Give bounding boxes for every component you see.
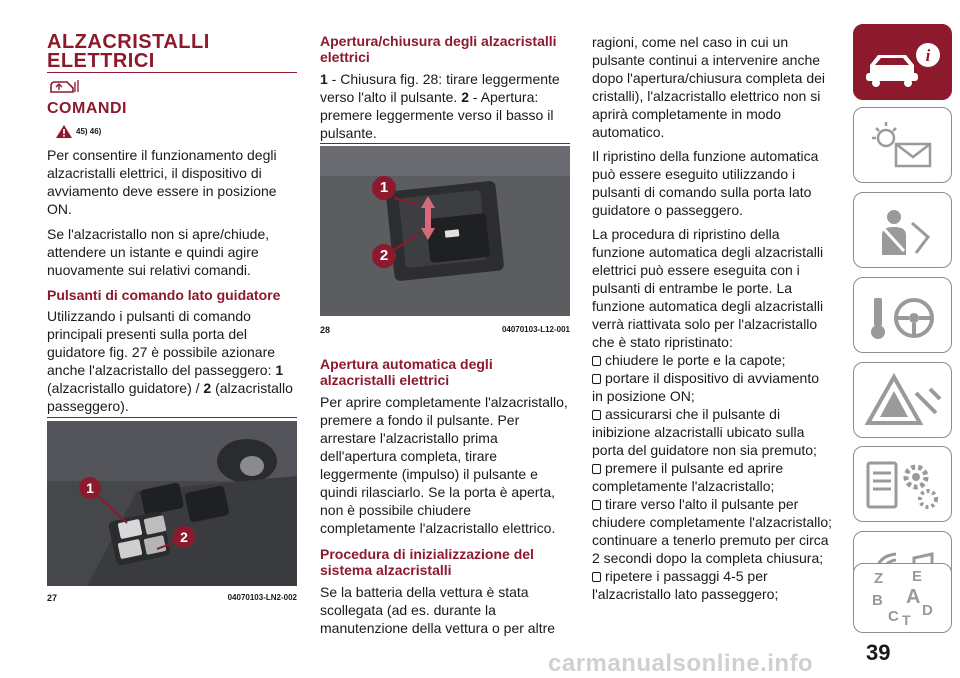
index-letter: B xyxy=(872,592,883,609)
page-number: 39 xyxy=(866,640,891,665)
list-item: ripetere i passaggi 4-5 per l'alzacristallo lato passeggero; xyxy=(592,568,779,602)
checkbox-bullet-icon xyxy=(592,500,601,510)
paragraph: ragioni, come nel caso in cui un pulsante continui a intervenire anche dopo l'apertura/chiusura completa dei cristalli), l'alzacristallo elettrico non si aprirà completamente in modo automatico. xyxy=(592,34,826,140)
figure-27 xyxy=(47,421,297,606)
figure-top-rule xyxy=(47,417,297,418)
tab-starting-driving[interactable] xyxy=(853,277,952,353)
section-title: ALZACRISTALLI ELETTRICI xyxy=(47,31,210,72)
checkbox-bullet-icon xyxy=(592,374,601,384)
figure-top-rule xyxy=(320,143,570,144)
car-info-icon xyxy=(854,25,953,101)
heading: Apertura/chiusura degli alzacristalli elettrici xyxy=(320,33,557,65)
callout-lines xyxy=(47,421,297,586)
figure-code: 04070103-LN2-002 xyxy=(227,593,297,602)
figure-28 xyxy=(320,146,570,338)
index-letter: E xyxy=(912,568,923,585)
svg-text:i: i xyxy=(925,46,931,65)
checkbox-bullet-icon xyxy=(592,572,601,582)
paragraph: Per consentire il funzionamento degli alzacristalli elettrici, il dispositivo di avviamento deve essere in posizione ON. xyxy=(47,147,277,217)
step-list xyxy=(592,351,832,603)
figure-number: 27 xyxy=(47,593,58,603)
gears-icon xyxy=(854,447,953,523)
index-letter: A xyxy=(906,586,921,608)
checkbox-bullet-icon xyxy=(592,356,601,366)
list-item: premere il pulsante ed aprire completamente l'alzacristallo; xyxy=(592,460,784,494)
paragraph: Il ripristino della funzione automatica può essere eseguito utilizzando i pulsanti di comando sulla porta lato guidatore o passeggero. xyxy=(592,148,819,218)
tab-vehicle-info[interactable] xyxy=(853,24,952,100)
heading: Pulsanti di comando lato guidatore xyxy=(47,287,281,303)
window-button-photo xyxy=(320,146,570,316)
paragraph: Se la batteria della vettura è stata scollegata (ad es. durante la manutenzione della vettura o per altre xyxy=(320,584,556,636)
watermark: carmanualsonline.info xyxy=(548,650,814,677)
list-item: chiudere le porte e la capote; xyxy=(592,351,832,369)
tab-warning-lights[interactable] xyxy=(853,107,952,183)
window-symbol-icon xyxy=(47,78,81,99)
figure-number: 28 xyxy=(320,325,331,335)
index-letter: T xyxy=(902,612,911,628)
tab-maintenance[interactable] xyxy=(853,446,952,522)
paragraph: 1 - Chiusura fig. 28: tirare leggermente verso l'alto il pulsante. 2 - Apertura: premere leggermente verso il basso il pulsante. xyxy=(320,71,560,141)
callout-2: 2 xyxy=(173,526,195,548)
index-letter: Z xyxy=(874,570,884,587)
list-item: tirare verso l'alto il pulsante per chiudere completamente l'alzacristallo; continuare a tenerlo premuto per circa 2 secondi dopo la completa chiusura; xyxy=(592,496,833,566)
paragraph: Utilizzando i pulsanti di comando principali presenti sulla porta del guidatore fig. 27 è possibile azionare anche l'alzacristallo del passeggero: 1 (alzacristallo guidatore) / 2 (alzacristallo passeggero). xyxy=(47,308,293,414)
heading: Procedura di inizializzazione del sistema alzacristalli xyxy=(320,546,534,578)
seatbelt-airbag-icon xyxy=(854,193,953,269)
key-steering-wheel-icon xyxy=(854,278,953,354)
tab-safety[interactable] xyxy=(853,192,952,268)
paragraph: La procedura di ripristino della funzione automatica degli alzacristalli elettrici può essere eseguita con i pulsanti di entrambe le porte. La funzione automatica degli alzacristalli verrà riattivata solo per l'alzacristallo che è stato ripristinato: xyxy=(592,226,824,350)
checkbox-bullet-icon xyxy=(592,410,601,420)
figure-code: 04070103-L12-001 xyxy=(501,325,570,334)
index-letter: D xyxy=(922,602,933,619)
warning-icon xyxy=(55,124,73,144)
list-item: assicurarsi che il pulsante di inibizione alzacristalli ubicato sulla porta del guidatore non sia premuto; xyxy=(592,406,817,458)
list-item: portare il dispositivo di avviamento in posizione ON; xyxy=(592,370,819,404)
tab-alphabetical-index[interactable] xyxy=(853,563,952,633)
breakdown-triangle-icon xyxy=(854,363,953,439)
subsection-title: COMANDI xyxy=(47,100,127,117)
tab-emergency[interactable] xyxy=(853,362,952,438)
title-rule xyxy=(47,72,297,73)
paragraph: Se l'alzacristallo non si apre/chiude, attendere un istante e quindi agire nuovamente sui relativi comandi. xyxy=(47,226,270,278)
index-letter: C xyxy=(888,608,899,625)
warning-refs: 45) 46) xyxy=(76,127,102,136)
callout-2: 2 xyxy=(372,244,396,268)
checkbox-bullet-icon xyxy=(592,464,601,474)
paragraph: Per aprire completamente l'alzacristallo, premere a fondo il pulsante. Per arrestare l'alzacristallo prima dell'apertura completa, tirare leggermente (impulso) il pulsante e quindi rilasciarlo. Se la porta è aperta, non è possibile chiudere completamente l'alzacristallo elettrico. xyxy=(320,394,568,536)
callout-1: 1 xyxy=(79,477,101,499)
callout-1: 1 xyxy=(372,176,396,200)
warning-lights-icon xyxy=(854,108,953,184)
heading: Apertura automatica degli alzacristalli elettrici xyxy=(320,356,493,388)
